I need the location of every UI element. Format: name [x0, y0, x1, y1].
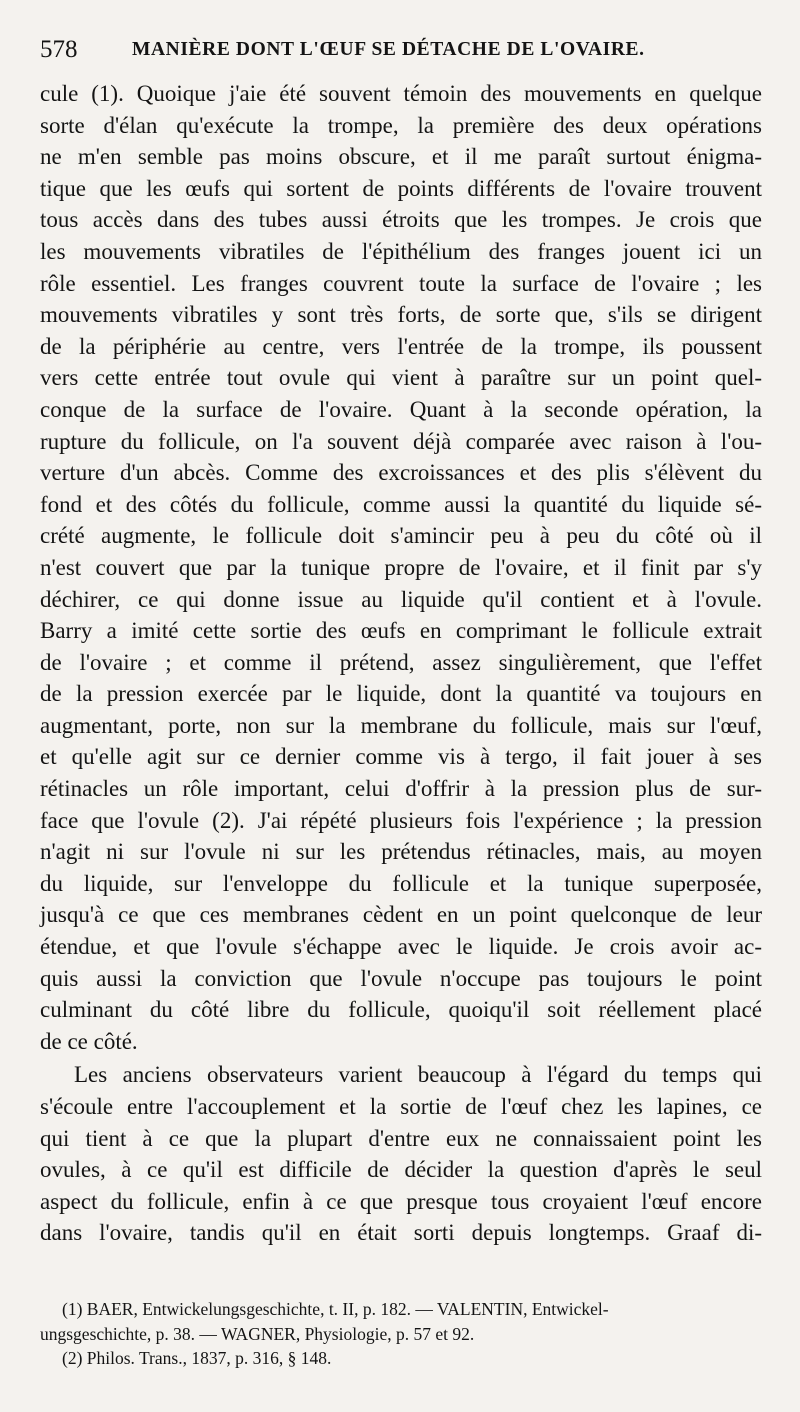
text-line: et qu'elle agit sur ce dernier comme vis à tergo, il fait jouer à ses — [40, 744, 762, 770]
text-line: verture d'un abcès. Comme des excroissances et des plis s'élèvent du — [40, 460, 762, 486]
text-line: s'écoule entre l'accouplement et la sortie de l'œuf chez les lapines, ce — [40, 1094, 762, 1119]
text-line: vers cette entrée tout ovule qui vient à paraître sur un point quel- — [40, 365, 762, 391]
text-line: face que l'ovule (2). J'ai répété plusieurs fois l'expérience ; la pression — [40, 807, 762, 833]
page-header — [40, 36, 760, 70]
text-line: rupture du follicule, on l'a souvent déjà comparée avec raison à l'ou- — [40, 428, 762, 454]
text-line: déchirer, ce qui donne issue au liquide qu'il contient et à l'ovule. — [40, 586, 762, 612]
text-line: crété augmente, le follicule doit s'amincir peu à peu du côté où il — [40, 523, 762, 549]
footnote-line: ungsgeschichte, p. 38. — WAGNER, Physiologie, p. 57 et 92. — [40, 1323, 475, 1344]
text-line: tous accès dans des tubes aussi étroits que les trompes. Je crois que — [40, 207, 762, 233]
text-line: dans l'ovaire, tandis qu'il en était sorti depuis longtemps. Graaf di- — [40, 1220, 762, 1246]
text-line: qui tient à ce que la plupart d'entre eux ne connaissaient point les — [40, 1125, 762, 1151]
text-line: jusqu'à ce que ces membranes cèdent en un point quelconque de leur — [40, 902, 762, 928]
text-line: culminant du côté libre du follicule, quoiqu'il soit réellement placé — [40, 997, 762, 1023]
text-line: Les anciens observateurs varient beaucoup à l'égard du temps qui — [74, 1062, 762, 1088]
text-line: rôle essentiel. Les franges couvrent toute la surface de l'ovaire ; les — [40, 270, 762, 296]
text-line: ovules, à ce qu'il est difficile de décider la question d'après le seul — [40, 1157, 762, 1183]
text-line: les mouvements vibratiles de l'épithélium des franges jouent ici un — [40, 238, 762, 264]
text-line: augmentant, porte, non sur la membrane du follicule, mais sur l'œuf, — [40, 712, 762, 738]
text-line: de l'ovaire ; et comme il prétend, assez singulièrement, que l'effet — [40, 649, 762, 675]
text-line: rétinacles un rôle important, celui d'offrir à la pression plus de sur- — [40, 776, 762, 802]
text-line: aspect du follicule, enfin à ce que presque tous croyaient l'œuf encore — [40, 1188, 762, 1214]
text-line: tique que les œufs qui sortent de points différents de l'ovaire trouvent — [40, 175, 762, 201]
text-line: mouvements vibratiles y sont très forts, de sorte que, s'ils se dirigent — [40, 302, 762, 328]
paragraph — [40, 78, 762, 1057]
text-line: conque de la surface de l'ovaire. Quant à la seconde opération, la — [40, 396, 762, 422]
running-title: MANIÈRE DONT L'ŒUF SE DÉTACHE DE L'OVAIRE. — [132, 39, 645, 60]
text-line: fond et des côtés du follicule, comme aussi la quantité du liquide sé- — [40, 491, 762, 517]
text-line: sorte d'élan qu'exécute la trompe, la première des deux opérations — [40, 112, 762, 138]
text-line: de la pression exercée par le liquide, dont la quantité va toujours en — [40, 681, 762, 707]
text-line: cule (1). Quoique j'aie été souvent témoin des mouvements en quelque — [40, 81, 762, 106]
text-line: n'agit ni sur l'ovule ni sur les prétendus rétinacles, mais, au moyen — [40, 839, 762, 865]
text-line: de ce côté. — [40, 1028, 138, 1054]
page-number: 578 — [40, 36, 78, 63]
text-line: n'est couvert que par la tunique propre de l'ovaire, et il finit par s'y — [40, 554, 762, 580]
text-line: de la périphérie au centre, vers l'entrée de la trompe, ils poussent — [40, 333, 762, 359]
text-line: étendue, et que l'ovule s'échappe avec le liquide. Je crois avoir ac- — [40, 934, 762, 960]
footnotes — [40, 1297, 762, 1371]
text-line: quis aussi la conviction que l'ovule n'occupe pas toujours le point — [40, 965, 762, 991]
footnote-line: (1) BAER, Entwickelungsgeschichte, t. II, p. 182. — VALENTIN, Entwickel- — [62, 1299, 609, 1319]
body-text — [40, 78, 762, 1249]
text-line: du liquide, sur l'enveloppe du follicule et la tunique superposée, — [40, 870, 762, 896]
text-line: ne m'en semble pas moins obscure, et il me paraît surtout énigma- — [40, 144, 762, 170]
footnote-line: (2) Philos. Trans., 1837, p. 316, § 148. — [62, 1348, 332, 1368]
paragraph — [40, 1059, 762, 1249]
text-line: Barry a imité cette sortie des œufs en comprimant le follicule extrait — [40, 618, 762, 644]
